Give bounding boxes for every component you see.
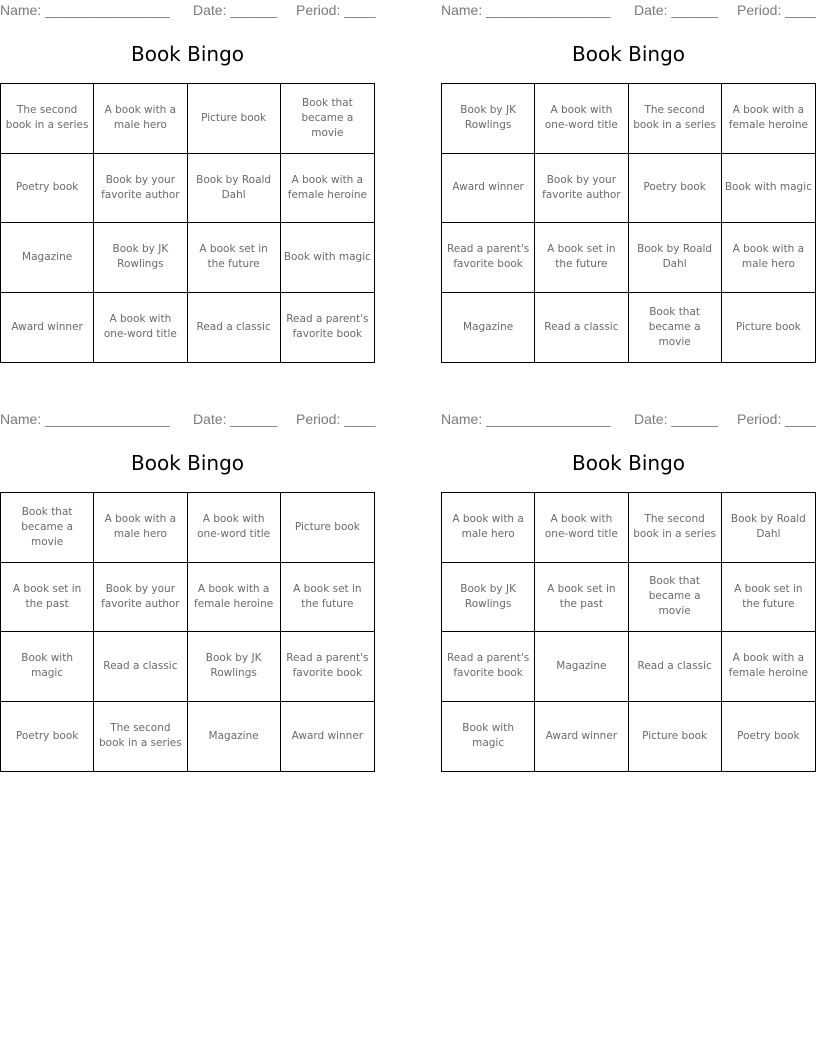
card-title: Book Bingo xyxy=(571,451,686,475)
bingo-cell[interactable]: Picture book xyxy=(629,702,722,772)
bingo-card xyxy=(441,0,816,375)
bingo-cell[interactable]: Picture book xyxy=(188,84,281,154)
student-info-line xyxy=(0,2,375,20)
bingo-cell[interactable]: A book with a female heroine xyxy=(722,84,815,154)
bingo-cell[interactable]: A book with one-word title xyxy=(94,293,187,363)
bingo-cell[interactable]: Book by your favorite author xyxy=(535,154,628,224)
bingo-cell[interactable]: A book with a female heroine xyxy=(722,632,815,702)
bingo-grid xyxy=(0,492,375,772)
bingo-cell[interactable]: A book with a male hero xyxy=(442,493,535,563)
name-field[interactable]: Name: ________________ xyxy=(441,2,611,18)
bingo-cell[interactable]: The second book in a series xyxy=(629,84,722,154)
bingo-cell[interactable]: Poetry book xyxy=(1,702,94,772)
bingo-cell[interactable]: Book by JK Rowlings xyxy=(442,563,535,633)
bingo-cell[interactable]: Book that became a movie xyxy=(629,563,722,633)
bingo-cell[interactable]: A book with a male hero xyxy=(722,223,815,293)
bingo-cell[interactable]: A book set in the future xyxy=(722,563,815,633)
period-field[interactable]: Period: ____ xyxy=(737,411,816,427)
bingo-cell[interactable]: The second book in a series xyxy=(629,493,722,563)
bingo-cell[interactable]: Picture book xyxy=(735,320,801,333)
student-info-line xyxy=(441,411,816,429)
bingo-cell[interactable]: Picture book xyxy=(281,493,374,563)
student-info-line xyxy=(0,411,375,429)
bingo-cell[interactable]: Read a classic xyxy=(94,632,187,702)
bingo-card xyxy=(0,0,375,375)
period-field[interactable]: Period: ____ xyxy=(737,2,816,18)
bingo-cell[interactable]: Magazine xyxy=(1,223,94,293)
bingo-grid xyxy=(441,83,816,363)
bingo-cell[interactable]: Book with magic xyxy=(1,632,94,702)
date-field[interactable]: Date: ______ xyxy=(634,411,719,427)
bingo-cell[interactable]: Read a parent's favorite book xyxy=(442,632,535,702)
bingo-cell[interactable]: Book with magic xyxy=(722,154,815,224)
bingo-cell[interactable]: Award winner xyxy=(442,154,535,224)
bingo-card xyxy=(0,409,375,784)
bingo-cell[interactable]: Book with magic xyxy=(281,223,374,293)
bingo-cell[interactable]: Poetry book xyxy=(1,154,94,224)
bingo-cell[interactable]: Book with magic xyxy=(442,702,535,772)
card-title: Book Bingo xyxy=(130,42,245,66)
bingo-cell[interactable]: Award winner xyxy=(1,293,94,363)
name-field[interactable]: Name: ________________ xyxy=(0,2,170,18)
name-field[interactable]: Name: ________________ xyxy=(0,411,170,427)
bingo-cell[interactable]: Book by your favorite author xyxy=(94,563,187,633)
bingo-cell[interactable]: Read a parent's favorite book xyxy=(286,313,369,341)
bingo-cell[interactable]: Magazine xyxy=(535,632,628,702)
period-field[interactable]: Period: ____ xyxy=(296,2,376,18)
bingo-cell[interactable]: The second book in a series xyxy=(1,84,94,154)
bingo-cell[interactable]: A book with a male hero xyxy=(94,493,187,563)
card-title: Book Bingo xyxy=(571,42,686,66)
bingo-cell[interactable]: Book by Roald Dahl xyxy=(629,223,722,293)
bingo-cell[interactable]: A book with a female heroine xyxy=(281,154,374,224)
bingo-cell[interactable]: Book that became a movie xyxy=(1,493,94,563)
bingo-cell[interactable]: Book by your favorite author xyxy=(94,154,187,224)
period-field[interactable]: Period: ____ xyxy=(296,411,376,427)
bingo-cell[interactable]: A book set in the past xyxy=(535,563,628,633)
bingo-cell[interactable]: Book that became a movie xyxy=(629,293,722,363)
bingo-cell[interactable]: A book with one-word title xyxy=(535,493,628,563)
bingo-cell[interactable]: The second book in a series xyxy=(94,702,187,772)
bingo-grid xyxy=(441,492,816,772)
date-field[interactable]: Date: ______ xyxy=(634,2,719,18)
bingo-cell[interactable]: Read a parent's favorite book xyxy=(281,632,374,702)
bingo-card xyxy=(441,409,816,784)
bingo-cell[interactable]: Book that became a movie xyxy=(281,84,374,154)
bingo-cell[interactable]: Poetry book xyxy=(737,729,800,742)
bingo-cell[interactable]: Magazine xyxy=(188,702,281,772)
bingo-cell[interactable]: A book set in the past xyxy=(1,563,94,633)
bingo-cell[interactable]: A book with one-word title xyxy=(535,84,628,154)
bingo-cell[interactable]: A book with a male hero xyxy=(94,84,187,154)
bingo-cell[interactable]: Book by Roald Dahl xyxy=(188,154,281,224)
bingo-cell[interactable]: Book by JK Rowlings xyxy=(442,84,535,154)
bingo-cell[interactable]: Book by JK Rowlings xyxy=(188,632,281,702)
date-field[interactable]: Date: ______ xyxy=(193,2,278,18)
student-info-line xyxy=(441,2,816,20)
bingo-grid xyxy=(0,83,375,363)
bingo-cell[interactable]: Poetry book xyxy=(629,154,722,224)
bingo-cell[interactable]: Book by JK Rowlings xyxy=(94,223,187,293)
bingo-cell[interactable]: Magazine xyxy=(442,293,535,363)
bingo-cell[interactable]: Award winner xyxy=(291,729,364,742)
bingo-cell[interactable]: Read a classic xyxy=(188,293,281,363)
bingo-cell[interactable]: A book set in the future xyxy=(535,223,628,293)
bingo-cell[interactable]: A book set in the future xyxy=(188,223,281,293)
bingo-cell[interactable]: A book with one-word title xyxy=(188,493,281,563)
bingo-cell[interactable]: A book with a female heroine xyxy=(188,563,281,633)
card-title: Book Bingo xyxy=(130,451,245,475)
date-field[interactable]: Date: ______ xyxy=(193,411,278,427)
bingo-cell[interactable]: Read a parent's favorite book xyxy=(442,223,535,293)
bingo-cell[interactable]: A book set in the future xyxy=(281,563,374,633)
bingo-cell[interactable]: Read a classic xyxy=(629,632,722,702)
name-field[interactable]: Name: ________________ xyxy=(441,411,611,427)
bingo-cell[interactable]: Award winner xyxy=(535,702,628,772)
bingo-cell[interactable]: Read a classic xyxy=(535,293,628,363)
bingo-cell[interactable]: Book by Roald Dahl xyxy=(722,493,815,563)
